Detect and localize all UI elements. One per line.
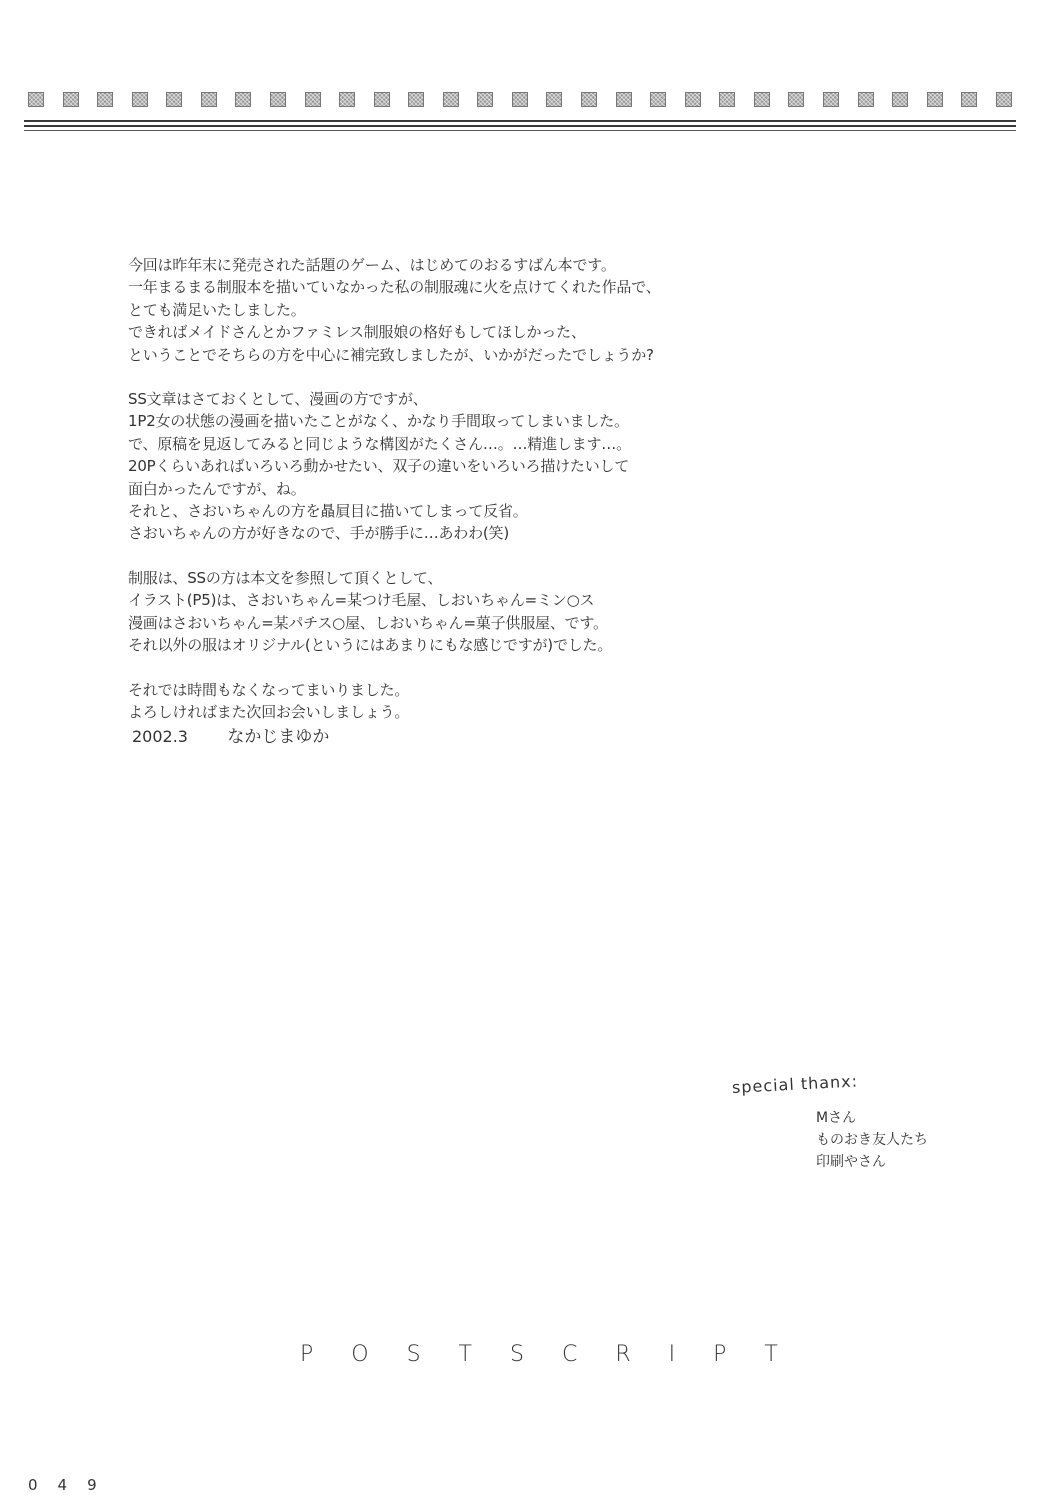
special-thanks-list <box>816 1107 928 1173</box>
header-square-border <box>28 92 1012 110</box>
header-square <box>477 92 493 107</box>
header-rule <box>24 125 1016 127</box>
text-line: 面白かったんですが、ね。 <box>128 479 306 498</box>
signature-author: なかじまゆか <box>227 727 330 747</box>
header-square <box>685 92 701 107</box>
special-thanks-title: special thanx: <box>731 1071 859 1097</box>
text-line: さおいちゃんの方が好きなので、手が勝手に…あわわ(笑) <box>128 524 510 543</box>
text-line: よろしければまた次回お会いしましょう。 <box>128 702 410 721</box>
header-rule <box>24 120 1016 122</box>
header-square <box>719 92 735 107</box>
text-line: イラスト(P5)は、さおいちゃん=某つけ毛屋、しおいちゃん=ミン○ス <box>128 591 595 610</box>
header-rule <box>24 130 1016 131</box>
postscript-body <box>128 254 688 745</box>
paragraph <box>128 679 688 724</box>
header-square <box>235 92 251 107</box>
header-square <box>63 92 79 107</box>
header-square <box>408 92 424 107</box>
page-title: POSTSCRIPT <box>300 1342 816 1367</box>
signature <box>132 722 329 747</box>
text-line: 20Pくらいあればいろいろ動かせたい、双子の違いをいろいろ描けたいして <box>128 457 630 476</box>
header-square <box>201 92 217 107</box>
header-square <box>97 92 113 107</box>
text-line: それでは時間もなくなってまいりました。 <box>128 680 410 699</box>
text-line: SS文章はさておくとして、漫画の方ですが、 <box>128 390 428 409</box>
header-square <box>270 92 286 107</box>
special-thanks-item: ものおき友人たち <box>816 1132 928 1148</box>
paragraph <box>128 388 688 545</box>
text-line: 1P2女の状態の漫画を描いたことがなく、かなり手間取ってしまいました。 <box>128 412 629 431</box>
text-line: 制服は、SSの方は本文を参照して頂くとして、 <box>128 568 443 587</box>
text-line: とても満足いたしました。 <box>128 300 306 319</box>
paragraph <box>128 254 688 366</box>
page-number: 049 <box>28 1476 117 1494</box>
header-square <box>650 92 666 107</box>
header-rules <box>24 120 1016 134</box>
header-square <box>512 92 528 107</box>
header-square <box>927 92 943 107</box>
header-square <box>754 92 770 107</box>
header-square <box>961 92 977 107</box>
header-square <box>892 92 908 107</box>
paragraph <box>128 567 688 657</box>
header-square <box>788 92 804 107</box>
header-square <box>616 92 632 107</box>
header-square <box>823 92 839 107</box>
special-thanks-item: 印刷やさん <box>816 1154 886 1170</box>
text-line: できればメイドさんとかファミレス制服娘の格好もしてほしかった、 <box>128 323 586 342</box>
header-square <box>132 92 148 107</box>
header-square <box>339 92 355 107</box>
header-square <box>546 92 562 107</box>
signature-date: 2002.3 <box>132 727 188 746</box>
header-square <box>996 92 1012 107</box>
text-line: それ以外の服はオリジナル(というにはあまりにもな感じですが)でした。 <box>128 636 613 655</box>
special-thanks-item: Mさん <box>816 1110 857 1126</box>
header-square <box>374 92 390 107</box>
header-square <box>28 92 44 107</box>
special-thanks <box>731 1071 928 1173</box>
text-line: で、原稿を見返してみると同じような構図がたくさん…。…精進します…。 <box>128 434 631 453</box>
header-square <box>305 92 321 107</box>
text-line: 今回は昨年末に発売された話題のゲーム、はじめてのおるすばん本です。 <box>128 256 616 274</box>
text-line: 一年まるまる制服本を描いていなかった私の制服魂に火を点けてくれた作品で、 <box>128 278 661 297</box>
text-line: ということでそちらの方を中心に補完致しましたが、いかがだったでしょうか? <box>128 345 654 364</box>
text-line: それと、さおいちゃんの方を贔屓目に描いてしまって反省。 <box>128 502 528 521</box>
header-square <box>443 92 459 107</box>
text-line: 漫画はさおいちゃん=某パチス○屋、しおいちゃん=菓子供服屋、です。 <box>128 613 608 632</box>
header-square <box>581 92 597 107</box>
header-square <box>166 92 182 107</box>
header-square <box>858 92 874 107</box>
